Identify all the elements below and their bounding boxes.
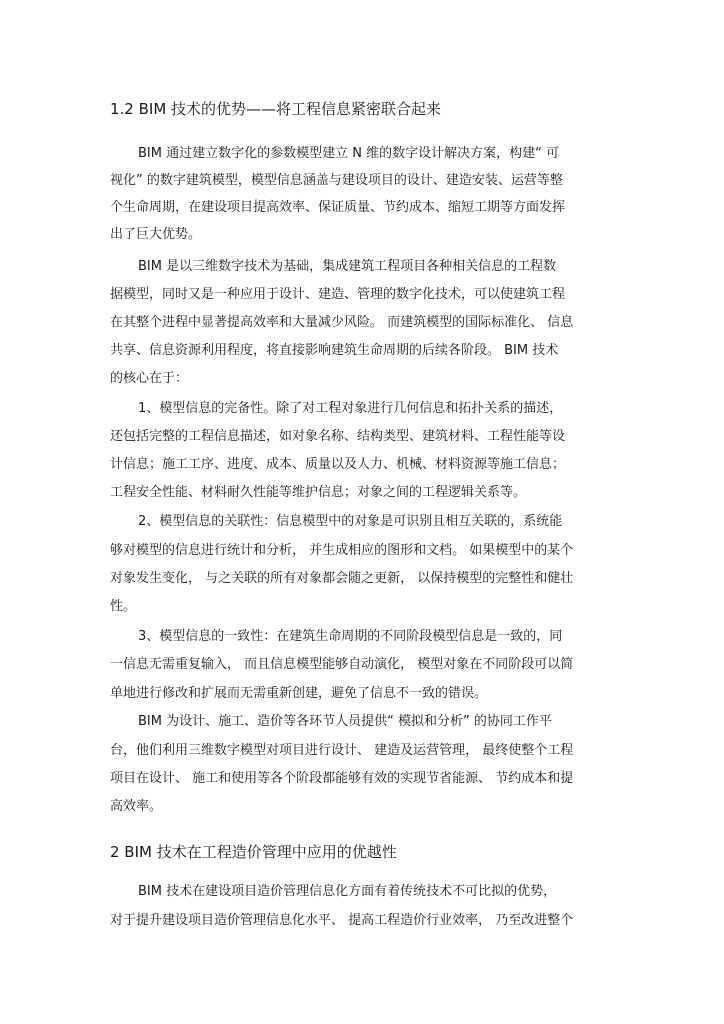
paragraph-line: 工程安全性能、材料耐久性能等维护信息；对象之间的工程逻辑关系等。 [110, 485, 527, 500]
paragraph-line: BIM 通过建立数字化的参数模型建立 N 维的数字设计解决方案，构建“ 可 [138, 146, 559, 161]
paragraph-line: BIM 技术在建设项目造价管理信息化方面有着传统技术不可比拟的优势， [138, 884, 557, 899]
paragraph-line: BIM 是以三维数字技术为基础，集成建筑工程项目各种相关信息的工程数 [138, 259, 557, 274]
paragraph-line: 性。 [110, 599, 137, 614]
paragraph-line: 项目在设计、 施工和使用等各个阶段都能够有效的实现节省能源、 节约成本和提 [110, 771, 574, 786]
paragraph-line: 在其整个进程中显著提高效率和大量减少风险。 而建筑模型的国际标准化、 信息 [110, 315, 574, 330]
paragraph-line: 1、模型信息的完备性。除了对工程对象进行几何信息和拓扑关系的描述， [138, 401, 563, 416]
paragraph-line: 2、模型信息的关联性：信息模型中的对象是可识别且相互关联的，系统能 [138, 514, 563, 529]
section-heading: 2 BIM 技术在工程造价管理中应用的优越性 [110, 843, 397, 861]
paragraph-line: 出了巨大优势。 [110, 227, 202, 242]
paragraph-line: 3、模型信息的一致性：在建筑生命周期的不同阶段模型信息是一致的，同 [138, 629, 563, 644]
paragraph-line: 共享、信息资源利用程度，将直接影响建筑生命周期的后续各阶段。 BIM 技术 [110, 343, 559, 358]
paragraph-line: 一信息无需重复输入， 而且信息模型能够自动演化， 模型对象在不同阶段可以简 [110, 657, 574, 672]
paragraph-line: 据模型，同时又是一种应用于设计、建造、管理的数字化技术，可以使建筑工程 [110, 287, 566, 302]
paragraph-line: 对于提升建设项目造价管理信息化水平、 提高工程造价行业效率， 乃至改进整个 [110, 913, 574, 928]
paragraph-line: 台，他们利用三维数字模型对项目进行设计、 建造及运营管理， 最终使整个工程 [110, 743, 574, 758]
paragraph-line: 视化” 的数字建筑模型，模型信息涵盖与建设项目的设计、建造安装、运营等整 [110, 173, 563, 188]
paragraph-line: 个生命周期，在建设项目提高效率、保证质量、节约成本、缩短工期等方面发挥 [110, 200, 566, 215]
paragraph-line: 高效率。 [110, 799, 163, 814]
paragraph-line: 的核心在于： [110, 371, 189, 386]
paragraph-line: 够对模型的信息进行统计和分析， 并生成相应的图形和文档。 如果模型中的某个 [110, 543, 574, 558]
paragraph-line: 还包括完整的工程信息描述，如对象名称、结构类型、建筑材料、工程性能等设 [110, 429, 566, 444]
section-heading: 1.2 BIM 技术的优势——将工程信息紧密联合起来 [110, 100, 442, 118]
paragraph-line: BIM 为设计、施工、造价等各环节人员提供“ 模拟和分析” 的协同工作平 [138, 714, 552, 729]
paragraph-line: 单地进行修改和扩展而无需重新创建，避免了信息不一致的错误。 [110, 686, 488, 701]
paragraph-line: 计信息；施工工序、进度、成本、质量以及人力、机械、材料资源等施工信息； [110, 457, 566, 472]
paragraph-line: 对象发生变化， 与之关联的所有对象都会随之更新， 以保持模型的完整性和健壮 [110, 571, 574, 586]
